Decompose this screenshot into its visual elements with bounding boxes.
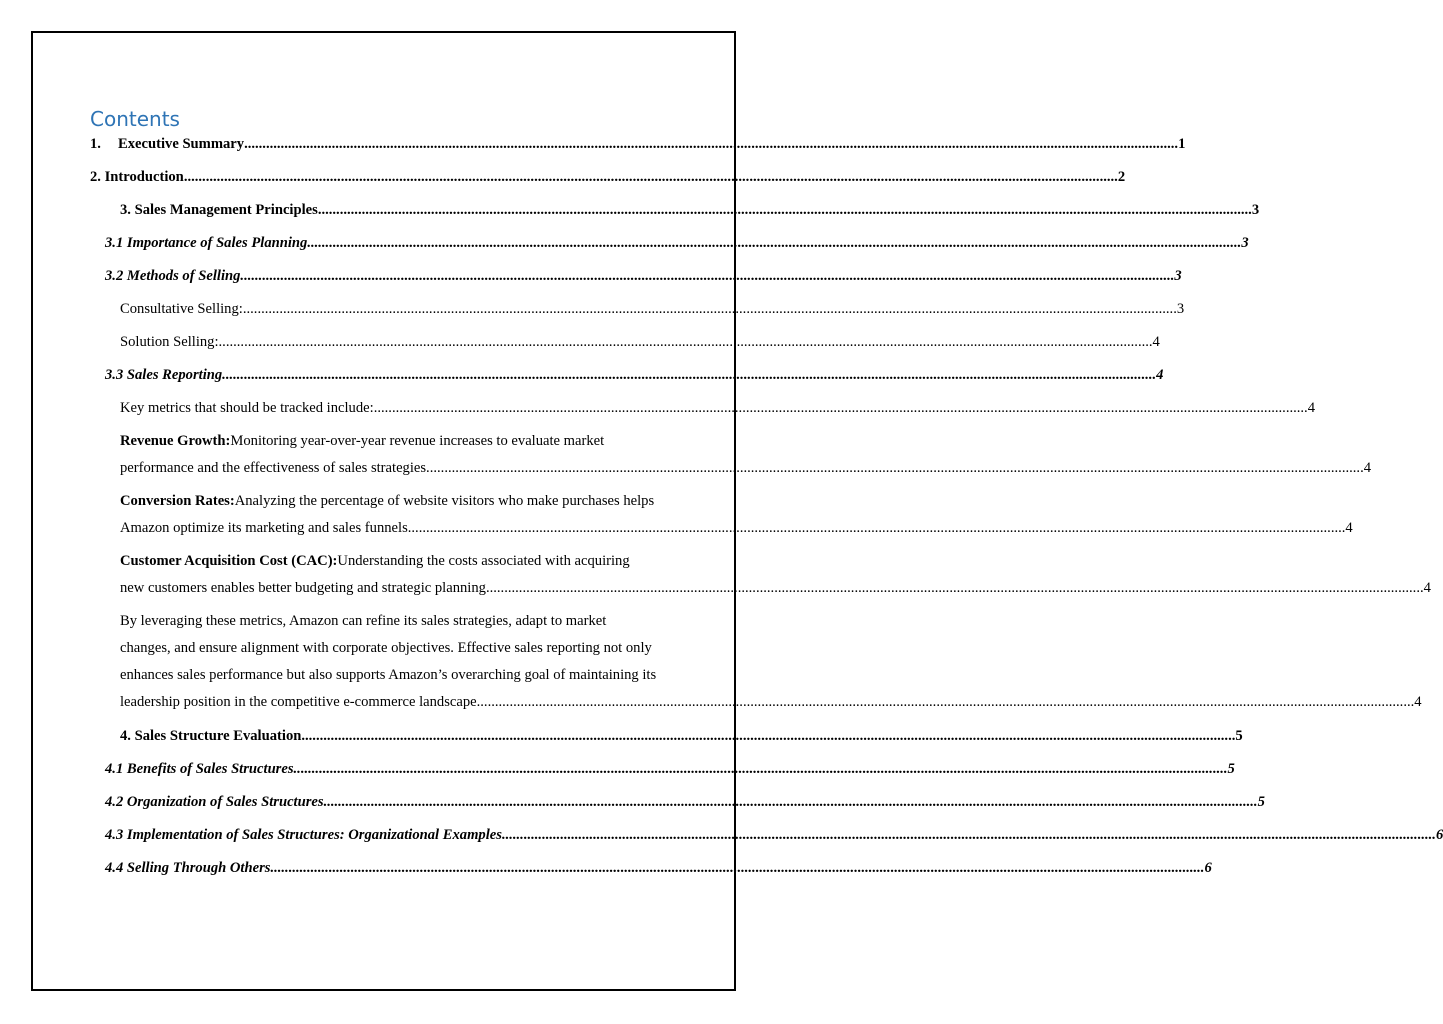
dot-leader <box>222 362 1156 389</box>
toc-entry-lead: Conversion Rates: <box>120 493 235 509</box>
toc-entry-number: 1. <box>90 136 101 152</box>
toc-entry-sales-structure-evaluation[interactable] <box>90 723 1243 750</box>
toc-entry-title: 4.1 Benefits of Sales Structures <box>105 761 294 777</box>
toc-entry-introduction[interactable] <box>90 164 1126 191</box>
toc-entry-sales-reporting[interactable] <box>90 362 1164 389</box>
toc-page-number: 1 <box>1178 136 1186 152</box>
toc-entry-conversion-rates[interactable] <box>90 488 1353 542</box>
dot-leader <box>490 575 1424 602</box>
toc-page-number: 6 <box>1435 827 1443 843</box>
dot-leader <box>219 329 1153 356</box>
toc-page-number: 4 <box>1156 367 1164 383</box>
toc-entry-lead: Revenue Growth: <box>120 433 231 449</box>
dot-leader <box>502 822 1436 849</box>
dot-leader <box>430 455 1364 482</box>
toc-entry-solution-selling[interactable] <box>90 329 1160 356</box>
dot-leader <box>294 756 1228 783</box>
toc-entry-title: Solution Selling: <box>120 334 219 350</box>
toc-entry-title: Consultative Selling: <box>120 301 243 317</box>
toc-entry-text: Analyzing the percentage of website visitors who make purchases helps <box>234 493 655 509</box>
dot-leader <box>243 296 1177 323</box>
toc-entry-title: 4.4 Selling Through Others <box>105 860 271 876</box>
toc-heading: Contents <box>90 107 180 131</box>
dot-leader <box>270 855 1204 882</box>
toc-page-number: 4 <box>1152 334 1160 350</box>
dot-leader <box>240 263 1174 290</box>
toc-page-number: 4 <box>1345 520 1353 536</box>
dot-leader <box>244 131 1178 158</box>
dot-leader <box>374 395 1308 422</box>
dot-leader <box>480 689 1414 716</box>
toc-entry-text: Amazon optimize its marketing and sales funnels. <box>120 520 412 536</box>
toc-entry-customer-acquisition-cost[interactable] <box>90 548 1431 602</box>
toc-entry-executive-summary[interactable] <box>90 131 1186 158</box>
toc-entry-text: enhances sales performance but also supports Amazon’s overarching goal of maintaining its <box>120 667 657 683</box>
toc-entry-title: Executive Summary <box>118 136 245 152</box>
toc-entry-leveraging-metrics[interactable] <box>90 608 1422 716</box>
toc-entry-key-metrics[interactable] <box>90 395 1315 422</box>
dot-leader <box>307 230 1241 257</box>
toc-page-number: 4 <box>1414 694 1422 710</box>
toc-page-number: 6 <box>1204 860 1212 876</box>
toc-entry-title: Key metrics that should be tracked include: <box>120 400 374 416</box>
toc-entry-title: 3.2 Methods of Selling <box>105 268 241 284</box>
toc-page-number: 3 <box>1241 235 1249 251</box>
toc-entry-text: By leveraging these metrics, Amazon can refine its sales strategies, adapt to market <box>120 613 607 629</box>
toc-entry-text: Understanding the costs associated with acquiring <box>337 553 630 569</box>
dot-leader <box>184 164 1118 191</box>
toc-entry-revenue-growth[interactable] <box>90 428 1372 482</box>
toc-entry-benefits-sales-structures[interactable] <box>90 756 1235 783</box>
toc-entry-methods-of-selling[interactable] <box>90 263 1182 290</box>
toc-entry-title: 2. Introduction <box>90 169 184 185</box>
toc-entry-title: 4.2 Organization of Sales Structures <box>105 794 324 810</box>
toc-page-number: 4 <box>1423 580 1431 596</box>
toc-page-number: 4 <box>1363 460 1372 476</box>
dot-leader <box>324 789 1258 816</box>
toc-entry-organization-sales-structures[interactable] <box>90 789 1265 816</box>
dot-leader <box>411 515 1345 542</box>
toc-page-number: 3 <box>1174 268 1182 284</box>
toc-page-number: 5 <box>1235 728 1243 744</box>
toc-entry-selling-through-others[interactable] <box>90 855 1212 882</box>
toc-page-number: 5 <box>1227 761 1235 777</box>
toc-entry-title: 3. Sales Management Principles <box>120 202 318 218</box>
toc-entry-title: 3.1 Importance of Sales Planning <box>105 235 308 251</box>
dot-leader <box>301 723 1235 750</box>
toc-page-number: 3 <box>1251 202 1260 218</box>
toc-page-number: 2 <box>1117 169 1126 185</box>
dot-leader <box>318 197 1252 224</box>
toc-entry-implementation-sales-structures[interactable] <box>90 822 1443 849</box>
toc-entry-text: new customers enables better budgeting and strategic planning. <box>120 580 490 596</box>
toc-entry-text: changes, and ensure alignment with corporate objectives. Effective sales reporting not only <box>120 640 652 656</box>
toc-entry-lead: Customer Acquisition Cost (CAC): <box>120 553 338 569</box>
toc-entry-title: 4.3 Implementation of Sales Structures: Organizational Examples <box>105 827 502 843</box>
toc-entry-text: Monitoring year-over-year revenue increases to evaluate market <box>230 433 605 449</box>
toc-entry-importance-sales-planning[interactable] <box>90 230 1249 257</box>
toc-entry-title: 4. Sales Structure Evaluation <box>120 728 302 744</box>
toc-page-number: 3 <box>1176 301 1185 317</box>
toc-entry-consultative-selling[interactable] <box>90 296 1185 323</box>
toc-entry-text: leadership position in the competitive e-commerce landscape. <box>120 694 481 710</box>
toc-entry-title: 3.3 Sales Reporting <box>105 367 223 383</box>
toc-entry-sales-management-principles[interactable] <box>90 197 1260 224</box>
toc-entry-text: performance and the effectiveness of sales strategies. <box>120 460 430 476</box>
toc-page-number: 4 <box>1307 400 1315 416</box>
toc-page-number: 5 <box>1257 794 1265 810</box>
